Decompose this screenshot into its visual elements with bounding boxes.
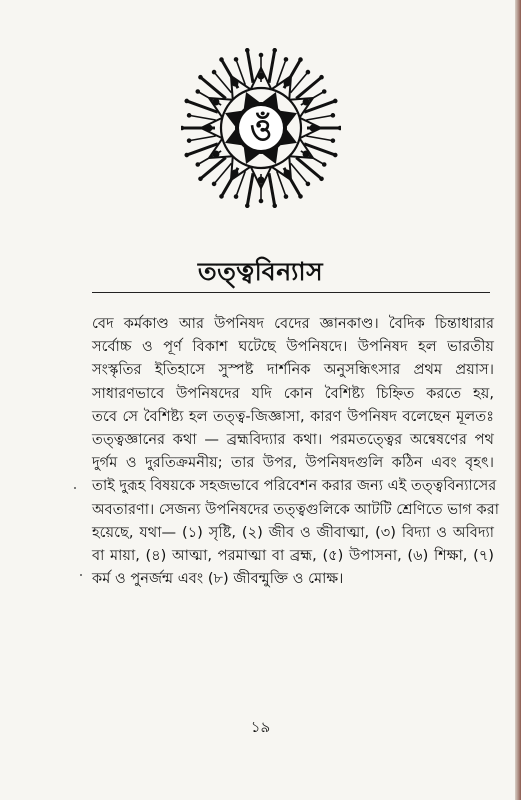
body-line-2: সর্বোচ্চ ও পূর্ণ বিকাশ ঘটেছে উপনিষদে। উপনিষদ হল ভারতীয়: [92, 338, 494, 356]
body-paragraph: [92, 312, 499, 590]
om-glyph: ওঁ: [249, 113, 273, 148]
body-line-11: বা মায়া, (৪) আত্মা, পরমাত্মা বা ব্রহ্ম, (৫) উপাসনা, (৬) শিক্ষা, (৭): [92, 546, 494, 564]
body-line-5: তবে সে বৈশিষ্ট্য হল তত্ত্ব-জিজ্ঞাসা, কারণ উপনিষদ বলেছেন মূলতঃ: [92, 407, 494, 425]
body-line-3: সংস্কৃতির ইতিহাসে সুস্পষ্ট দার্শনিক অনুসন্ধিৎসার প্রথম প্রয়াস।: [92, 361, 494, 379]
mandala-graphic: [181, 48, 341, 208]
om-mandala-icon: [181, 48, 341, 208]
page-title: তত্ত্ববিন্যাস: [197, 257, 324, 286]
body-line-12: কর্ম ও পুনর্জন্ম এবং (৮) জীবন্মুক্তি ও মোক্ষ।: [92, 570, 344, 588]
page-number: ১৯: [250, 718, 271, 736]
print-speck: [80, 574, 82, 576]
body-line-9: অবতারণা। সেজন্য উপনিষদের তত্ত্বগুলিকে আটটি শ্রেণিতে ভাগ করা: [92, 500, 499, 518]
body-line-4: সাধারণভাবে উপনিষদের যদি কোন বৈশিষ্ট্য চিহ্নিত করতে হয়,: [92, 384, 494, 402]
body-line-7: দুর্গম ও দুরতিক্রমনীয়; তার উপর, উপনিষদগুলি কঠিন এবং বৃহৎ।: [92, 454, 494, 472]
body-line-6: তত্ত্বজ্ঞানের কথা — ব্রহ্মবিদ্যার কথা। পরমতত্ত্বের অন্বেষণের পথ: [92, 430, 494, 448]
print-speck: [74, 487, 76, 489]
page-edge: [515, 0, 521, 800]
title-divider: [92, 292, 490, 293]
body-line-10: হয়েছে, যথা— (১) সৃষ্টি, (২) জীব ও জীবাত্মা, (৩) বিদ্যা ও অবিদ্যা: [92, 523, 494, 541]
body-line-8: তাই দুরূহ বিষয়কে সহজভাবে পরিবেশন করার জন্য এই তত্ত্ববিন্যাসের: [92, 477, 497, 495]
body-line-1: বেদ কর্মকাণ্ড আর উপনিষদ বেদের জ্ঞানকাণ্ড। বৈদিক চিন্তাধারার: [92, 315, 494, 332]
